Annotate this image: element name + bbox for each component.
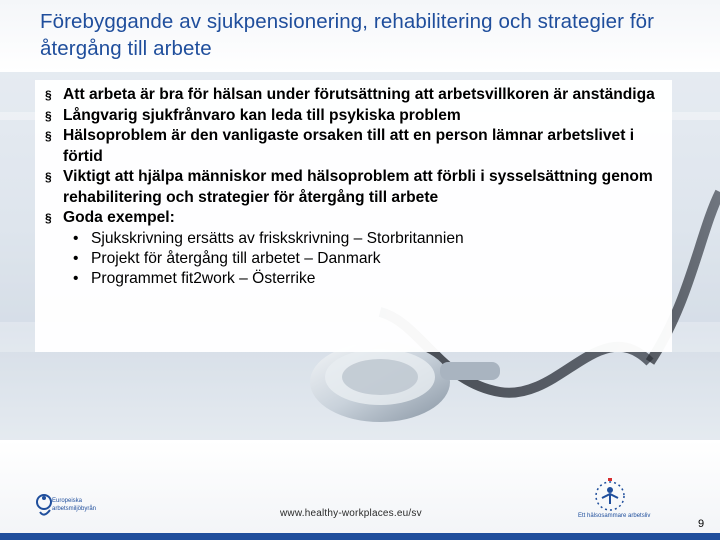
bullet-marker: § xyxy=(45,129,52,143)
header-band xyxy=(0,0,720,72)
slide-title: Förebyggande av sjukpensionering, rehabilitering och strategier för återgång till arbete xyxy=(40,10,655,60)
sub-bullet-text: Sjukskrivning ersätts av friskskrivning – Storbritannien xyxy=(91,229,464,247)
bullet-text: Att arbeta är bra för hälsan under förutsättning att arbetsvillkoren är anständiga xyxy=(63,86,655,103)
sub-bullet-text: Projekt för återgång till arbetet – Danmark xyxy=(91,249,381,267)
sub-bullet-item xyxy=(73,229,664,249)
bullet-marker: § xyxy=(45,88,52,102)
bullet-marker: § xyxy=(45,170,52,184)
sub-bullet-item xyxy=(73,269,664,289)
agency-name-line2: arbetsmiljöbyrån xyxy=(52,506,97,512)
bullet-item xyxy=(45,167,664,208)
bullet-item xyxy=(45,106,664,127)
bullet-text: Hälsoproblem är den vanligaste orsaken till att en person lämnar arbetslivet i förtid xyxy=(63,127,635,165)
bullet-list xyxy=(35,80,672,289)
sub-bullet-marker: • xyxy=(73,269,79,287)
agency-name-line1: Europeiska xyxy=(52,498,83,504)
agency-name xyxy=(52,497,96,513)
page-number: 9 xyxy=(698,518,705,530)
bullet-item xyxy=(45,85,664,106)
bullet-item xyxy=(45,208,664,289)
sub-bullet-marker: • xyxy=(73,229,79,247)
bottom-bar xyxy=(0,533,720,540)
bullet-marker: § xyxy=(45,108,52,123)
footer-url[interactable]: www.healthy-workplaces.eu/sv xyxy=(280,508,422,519)
sub-bullet-list xyxy=(63,229,664,289)
bullet-marker: § xyxy=(45,211,52,225)
bullet-item xyxy=(45,126,664,167)
bullet-text: Goda exempel: xyxy=(63,209,175,226)
sub-bullet-marker: • xyxy=(73,249,79,267)
campaign-label: Ett hälsosammare arbetsliv xyxy=(578,513,651,519)
bullet-text: Viktigt att hjälpa människor med hälsoproblem att förbli i sysselsättning genom rehabilitering och strategier för återgång till arbete xyxy=(63,168,653,206)
sub-bullet-text: Programmet fit2work – Österrike xyxy=(91,269,316,287)
sub-bullet-item xyxy=(73,249,664,269)
bullet-text: Långvarig sjukfrånvaro kan leda till psykiska problem xyxy=(63,106,461,124)
content-box xyxy=(35,80,672,352)
